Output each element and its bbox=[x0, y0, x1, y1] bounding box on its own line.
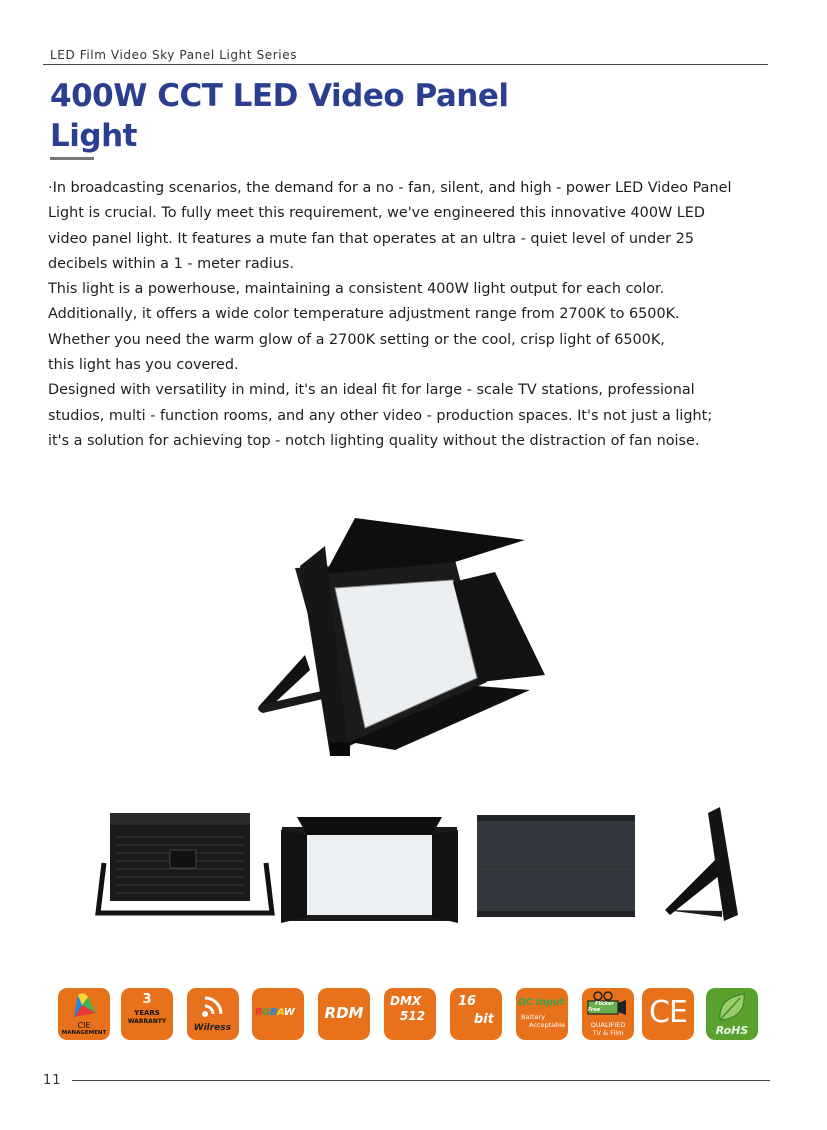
cie-chromaticity-icon bbox=[68, 991, 100, 1019]
flicker-free-label: Free bbox=[588, 1007, 601, 1013]
thumbnail-side-view bbox=[660, 805, 750, 925]
warranty-badge bbox=[121, 988, 173, 1040]
wireless-signal-icon bbox=[199, 994, 227, 1020]
description-line: video panel light. It features a mute fan that operates at an ultra - quiet level of under 25 bbox=[48, 230, 694, 247]
wireless-label: Wilress bbox=[193, 1023, 231, 1033]
rgbaw-a: A bbox=[277, 1007, 284, 1018]
rgbaw-w: W bbox=[283, 1007, 295, 1018]
bit-depth-number: 16 bbox=[458, 994, 477, 1009]
dc-input-badge bbox=[516, 988, 568, 1040]
rgbaw-b: B bbox=[269, 1007, 278, 1018]
description bbox=[48, 176, 748, 454]
footer-rule bbox=[72, 1080, 770, 1081]
rgbaw-r: R bbox=[255, 1007, 263, 1018]
rohs-label: RoHS bbox=[715, 1024, 749, 1037]
rgbaw-label bbox=[255, 1007, 294, 1018]
cie-badge bbox=[58, 988, 110, 1040]
description-line: Designed with versatility in mind, it's an ideal fit for large - scale TV stations, professional bbox=[48, 382, 695, 399]
flicker-free-badge bbox=[582, 988, 634, 1040]
description-line: ·In broadcasting scenarios, the demand for a no - fan, silent, and high - power LED Video Panel bbox=[48, 180, 732, 196]
product-hero-image bbox=[255, 510, 555, 765]
page-title bbox=[50, 76, 570, 156]
thumbnail-bottom-view bbox=[472, 805, 642, 925]
description-line: Whether you need the warm glow of a 2700K setting or the cool, crisp light of 6500K, bbox=[48, 331, 665, 348]
feature-badges bbox=[58, 988, 758, 1040]
title-line-2: Light bbox=[50, 118, 137, 154]
rdm-label: RDM bbox=[324, 1004, 364, 1022]
flicker-label: Flicker bbox=[595, 1001, 614, 1007]
leaf-icon bbox=[716, 992, 748, 1022]
dc-input-label: DC Input bbox=[518, 997, 564, 1008]
dc-acceptable-label: Acceptable bbox=[529, 1021, 566, 1029]
page-number: 11 bbox=[43, 1073, 62, 1088]
wireless-badge bbox=[187, 988, 239, 1040]
warranty-label: WARRANTY bbox=[127, 1018, 167, 1025]
dmx-channels: 512 bbox=[400, 1009, 426, 1023]
title-underline bbox=[50, 157, 94, 160]
description-line: This light is a powerhouse, maintaining a consistent 400W light output for each color. bbox=[48, 281, 665, 298]
thumbnail-back-view bbox=[90, 805, 275, 925]
rohs-badge bbox=[706, 988, 758, 1040]
description-line: studios, multi - function rooms, and any other video - production spaces. It's not just a light; bbox=[48, 407, 713, 424]
header-rule bbox=[43, 64, 768, 65]
flicker-qualified-label: QUALIFIED bbox=[590, 1021, 626, 1029]
dc-battery-label: Battery bbox=[521, 1013, 546, 1021]
description-line: decibels within a 1 - meter radius. bbox=[48, 255, 294, 272]
rgbaw-badge bbox=[252, 988, 304, 1040]
dmx-badge bbox=[384, 988, 436, 1040]
warranty-years-number: 3 bbox=[142, 992, 152, 1007]
rgbaw-g: G bbox=[262, 1007, 270, 1018]
description-line: Additionally, it offers a wide color temperature adjustment range from 2700K to 6500K. bbox=[48, 306, 680, 323]
ce-mark: CE bbox=[649, 995, 687, 1030]
description-line: this light has you covered. bbox=[48, 357, 239, 374]
cie-label: CIE bbox=[77, 1021, 91, 1030]
bit-depth-label: bit bbox=[474, 1012, 494, 1027]
thumbnail-front-view bbox=[277, 805, 462, 925]
warranty-years-label: YEARS bbox=[134, 1009, 160, 1017]
description-line: Light is crucial. To fully meet this requirement, we've engineered this innovative 400W LED bbox=[48, 205, 705, 222]
title-line-1: 400W CCT LED Video Panel bbox=[50, 78, 509, 114]
dmx-label: DMX bbox=[390, 994, 422, 1008]
series-header: LED Film Video Sky Panel Light Series bbox=[50, 48, 298, 62]
product-thumbnails bbox=[90, 805, 750, 925]
description-line: it's a solution for achieving top - notch lighting quality without the distraction of fan noise. bbox=[48, 432, 700, 449]
flicker-tv-film-label: TV & Film bbox=[592, 1029, 624, 1037]
ce-badge bbox=[642, 988, 694, 1040]
rdm-badge bbox=[318, 988, 370, 1040]
bit-depth-badge bbox=[450, 988, 502, 1040]
cie-sublabel: MANAGEMENT bbox=[61, 1030, 107, 1036]
